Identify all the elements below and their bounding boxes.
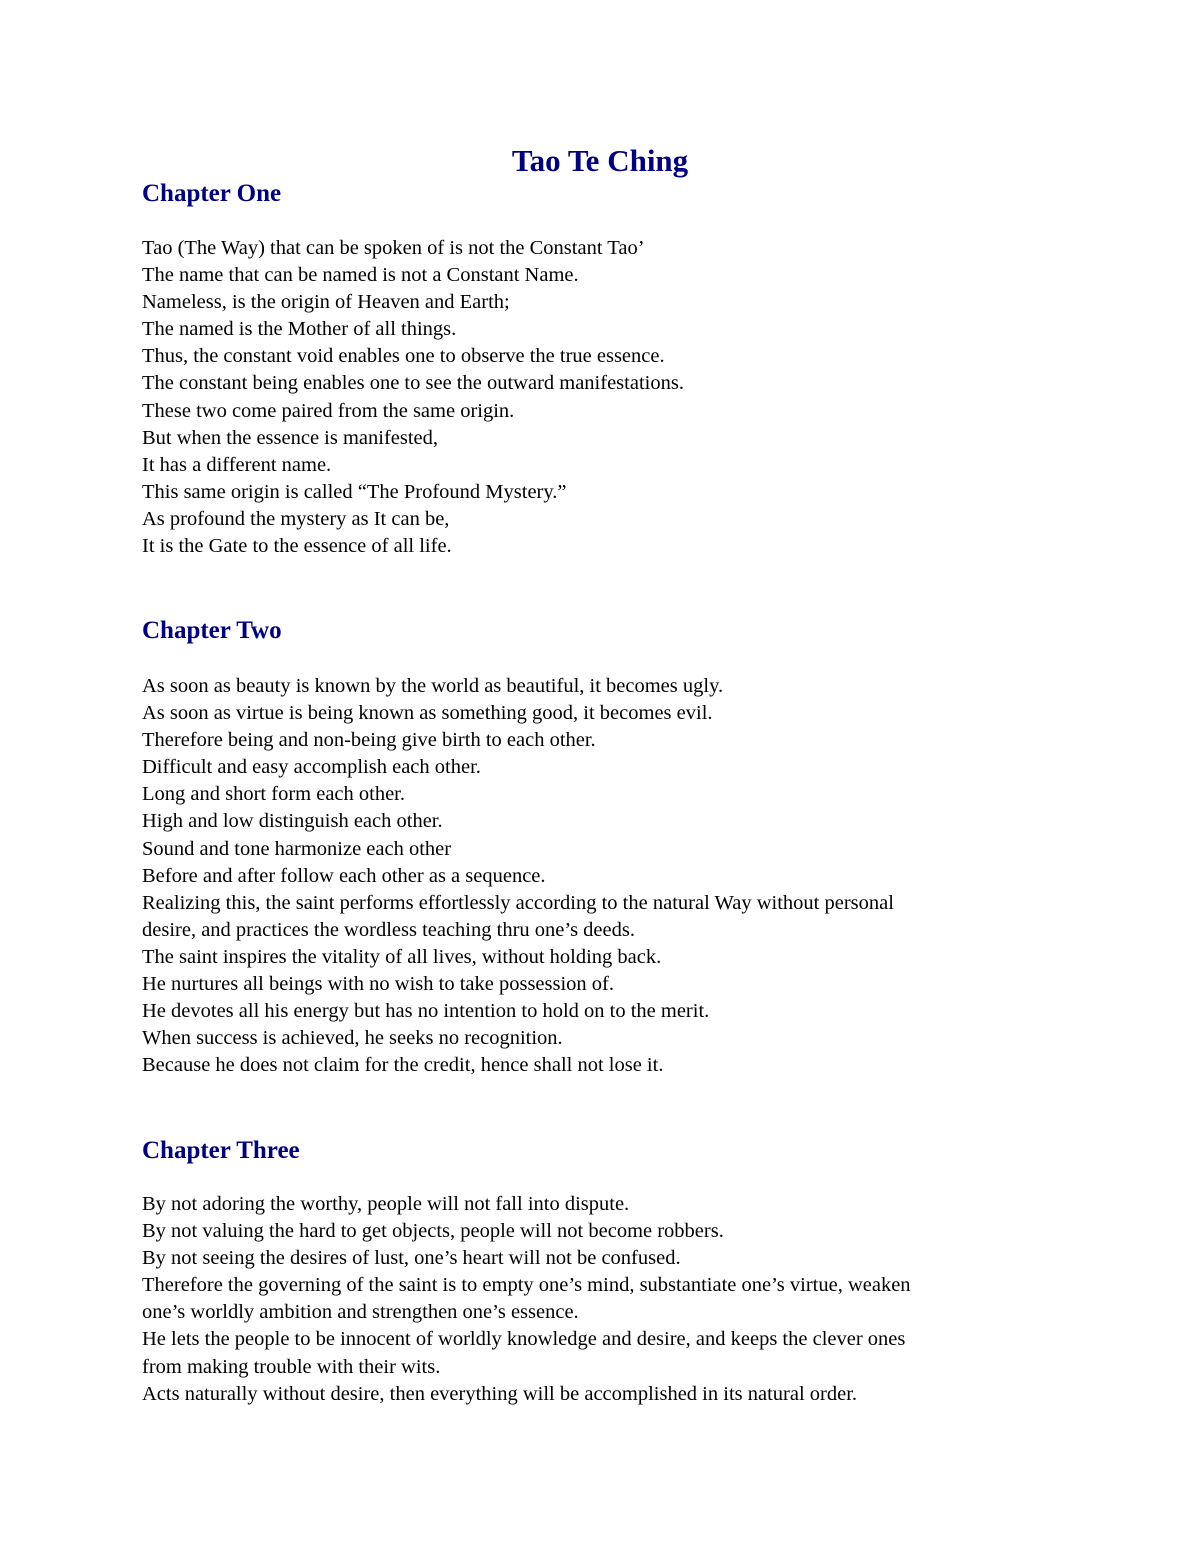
chapter-one-text [142,235,684,560]
text-line: from making trouble with their wits. [142,1355,441,1378]
text-line: By not adoring the worthy, people will not fall into dispute. [142,1193,630,1215]
text-line: As soon as virtue is being known as something good, it becomes evil. [142,702,713,725]
text-line: Therefore the governing of the saint is to empty one’s mind, substantiate one’s virtue, weaken [142,1274,911,1297]
text-line: High and low distinguish each other. [142,810,443,833]
text-line: When success is achieved, he seeks no recognition. [142,1027,563,1050]
text-line: As profound the mystery as It can be, [142,507,450,530]
text-line: Acts naturally without desire, then everything will be accomplished in its natural order. [142,1382,858,1405]
text-line: Realizing this, the saint performs effortlessly according to the natural Way without personal [142,891,894,914]
text-line: This same origin is called “The Profound Mystery.” [142,480,567,503]
text-line: one’s worldly ambition and strengthen one’s essence. [142,1301,579,1324]
text-line: desire, and practices the wordless teaching thru one’s deeds. [142,918,635,941]
text-line: But when the essence is manifested, [142,426,439,449]
text-line: Sound and tone harmonize each other [142,837,452,860]
text-line: By not valuing the hard to get objects, people will not become robbers. [142,1220,724,1243]
text-line: It is the Gate to the essence of all life. [142,535,452,558]
text-line: He lets the people to be innocent of worldly knowledge and desire, and keeps the clever ones [142,1328,906,1351]
text-line: Tao (The Way) that can be spoken of is not the Constant Tao’ [142,237,645,259]
document-title: Tao Te Ching [511,143,689,178]
text-line: The constant being enables one to see the outward manifestations. [142,372,684,395]
text-line: He nurtures all beings with no wish to take possession of. [142,973,615,996]
chapter-two-heading: Chapter Two [142,617,282,644]
chapter-three-heading: Chapter Three [142,1137,300,1164]
text-line: Therefore being and non-being give birth to each other. [142,729,596,752]
text-line: It has a different name. [142,453,332,476]
text-line: Because he does not claim for the credit, hence shall not lose it. [142,1054,664,1077]
text-line: Difficult and easy accomplish each other. [142,756,481,779]
chapter-one-heading: Chapter One [142,180,282,207]
text-line: The saint inspires the vitality of all lives, without holding back. [142,945,662,968]
text-line: These two come paired from the same origin. [142,399,515,422]
text-line: The name that can be named is not a Constant Name. [142,264,579,287]
text-line: Long and short form each other. [142,783,406,806]
text-line: As soon as beauty is known by the world as beautiful, it becomes ugly. [142,675,724,697]
text-line: Thus, the constant void enables one to observe the true essence. [142,345,665,368]
chapter-two-text [142,673,894,1079]
text-line: Before and after follow each other as a sequence. [142,864,546,887]
text-line: The named is the Mother of all things. [142,318,457,341]
text-line: By not seeing the desires of lust, one’s heart will not be confused. [142,1247,681,1270]
chapter-three-text [142,1191,911,1408]
text-line: Nameless, is the origin of Heaven and Earth; [142,291,510,314]
text-line: He devotes all his energy but has no intention to hold on to the merit. [142,1000,710,1023]
